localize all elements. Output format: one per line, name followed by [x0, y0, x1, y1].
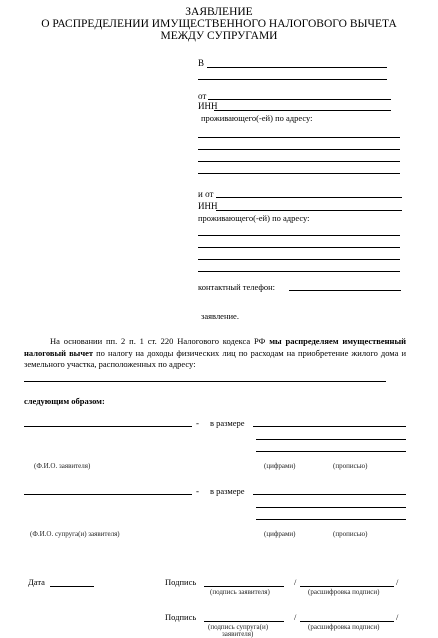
digits-caption-2: (цифрами)	[264, 530, 296, 538]
spouse-name-field[interactable]	[24, 494, 192, 495]
spouse-sig-caption-1: (подпись супруга(и)	[208, 623, 269, 631]
to-field-2[interactable]	[198, 79, 387, 80]
amount-field-1a[interactable]	[253, 426, 406, 427]
dash-1: -	[196, 418, 199, 428]
paragraph-end: по налогу на доходы физических лиц по расходам на приобретение жилого дома и земельного участка, расположенных по адресу:	[24, 347, 406, 369]
slash-1a: /	[294, 577, 297, 587]
following-manner: следующим образом:	[24, 396, 105, 406]
document-subtitle-2: МЕЖДУ СУПРУГАМИ	[160, 30, 278, 42]
inn2-field[interactable]	[216, 210, 402, 211]
amount-field-1b[interactable]	[256, 439, 406, 440]
amount-field-2c[interactable]	[256, 519, 406, 520]
decoding-caption-1: (расшифровка подписи)	[308, 588, 380, 596]
address2-line-3[interactable]	[198, 259, 400, 260]
words-caption-1: (прописью)	[333, 462, 368, 470]
spouse-signature-field[interactable]	[204, 621, 284, 622]
address-line-3[interactable]	[198, 161, 400, 162]
spouse-sig-caption-2: заявителя)	[222, 630, 254, 638]
property-address-field[interactable]	[24, 381, 386, 382]
document-title: ЗАЯВЛЕНИЕ	[185, 6, 253, 18]
residing-label: проживающего(-ей) по адресу:	[201, 113, 313, 123]
and-from-label: и от	[198, 189, 214, 199]
applicant-name-field[interactable]	[24, 426, 192, 427]
date-label: Дата	[28, 577, 45, 587]
slash-2a: /	[294, 612, 297, 622]
applicant-signature-field[interactable]	[204, 586, 284, 587]
date-field[interactable]	[50, 586, 94, 587]
address2-line-2[interactable]	[198, 247, 400, 248]
to-field[interactable]	[207, 67, 387, 68]
address2-line-4[interactable]	[198, 271, 400, 272]
main-paragraph	[24, 336, 406, 371]
applicant-sig-caption: (подпись заявителя)	[210, 588, 270, 596]
from-label: от	[198, 91, 207, 101]
applicant-caption: (Ф.И.О. заявителя)	[34, 462, 91, 470]
residing2-label: проживающего(-ей) по адресу:	[198, 213, 310, 223]
from-field[interactable]	[208, 99, 391, 100]
in-amount-label-1: в размере	[210, 418, 245, 428]
amount-field-1c[interactable]	[256, 451, 406, 452]
dash-2: -	[196, 486, 199, 496]
in-amount-label-2: в размере	[210, 486, 245, 496]
spouse-decoding-field[interactable]	[300, 621, 394, 622]
address2-line-1[interactable]	[198, 235, 400, 236]
signature-label-1: Подпись	[165, 577, 197, 587]
spouse-caption: (Ф.И.О. супруга(и) заявителя)	[30, 530, 120, 538]
paragraph-start: На основании пп. 2 п. 1 ст. 220 Налогового кодекса РФ	[50, 336, 270, 346]
address-line-4[interactable]	[198, 173, 400, 174]
paragraph-bold: мы распределяем имущественный налоговый вычет	[24, 336, 406, 358]
phone-label: контактный телефон:	[198, 282, 276, 292]
slash-2b: /	[396, 612, 399, 622]
slash-1b: /	[396, 577, 399, 587]
amount-field-2a[interactable]	[253, 494, 406, 495]
words-caption-2: (прописью)	[333, 530, 368, 538]
document-subtitle: О РАСПРЕДЕЛЕНИИ ИМУЩЕСТВЕННОГО НАЛОГОВОГО ВЫЧЕТА	[41, 18, 397, 30]
inn-field[interactable]	[214, 110, 391, 111]
signature-label-2: Подпись	[165, 612, 197, 622]
statement-word: заявление.	[201, 311, 239, 321]
address-line-2[interactable]	[198, 149, 400, 150]
decoding-caption-2: (расшифровка подписи)	[308, 623, 380, 631]
to-label: В	[198, 58, 205, 68]
and-from-field[interactable]	[216, 197, 402, 198]
applicant-decoding-field[interactable]	[300, 586, 394, 587]
inn-label: ИНН	[198, 101, 218, 111]
phone-field[interactable]	[289, 290, 401, 291]
amount-field-2b[interactable]	[256, 507, 406, 508]
address-line-1[interactable]	[198, 137, 400, 138]
inn2-label: ИНН	[198, 201, 218, 211]
digits-caption-1: (цифрами)	[264, 462, 296, 470]
